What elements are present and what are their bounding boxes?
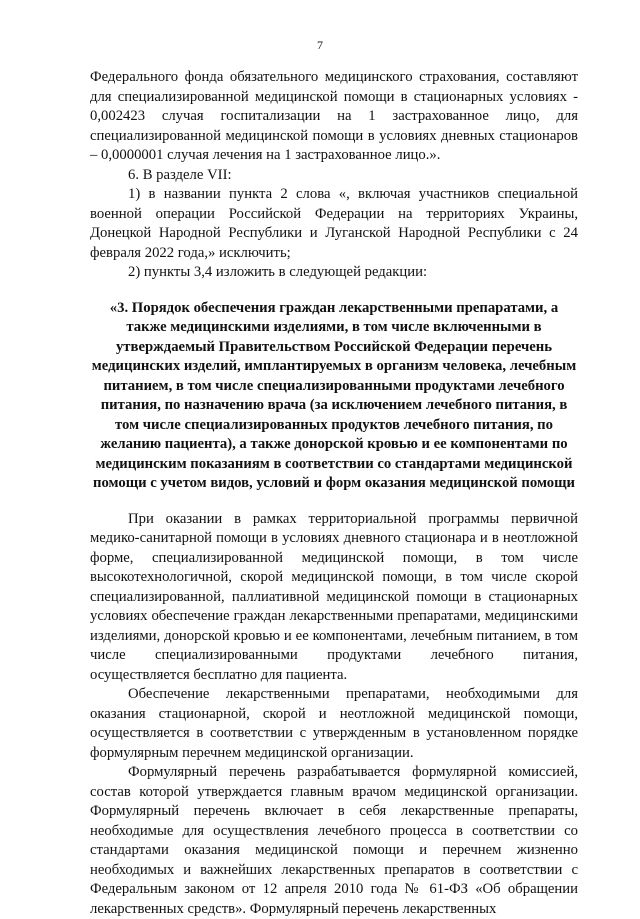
paragraph-item-2: 2) пункты 3,4 изложить в следующей редакции: xyxy=(128,264,428,280)
paragraph-formulary-list: Формулярный перечень разрабатывается формулярной комиссией, состав которой утверждается главным врачом медицинской организации. Формулярный перечень включает в себя лекарственные препараты, необходимые для осуществления лечебного процесса в соответствии со стандартами оказания медицинской помощи и перечнем жизненно необходимых и важнейших лекарственных препаратов в соответствии с Федеральным законом от 12 апреля 2010 года № 61-ФЗ «Об обращении лекарственных средств». Формулярный перечень лекарственных xyxy=(90,764,578,917)
paragraph-provision: При оказании в рамках территориальной программы первичной медико-санитарной помощи в условиях дневного стационара и в неотложной форме, специализированной медицинской помощи, в том числе высокотехнологичной, скорой медицинской помощи, в том числе скорой специализированной, паллиативной медицинской помощи в стационарных условиях обеспечение граждан лекарственными препаратами, медицинскими изделиями, донорской кровью и ее компонентами, лечебным питанием, в том числе специализированными продуктами лечебного питания, осуществляется бесплатно для пациента. xyxy=(90,510,578,683)
paragraph-continuation: Федерального фонда обязательного медицинского страхования, составляют для специализированной медицинской помощи в стационарных условиях - 0,002423 случая госпитализации на 1 застрахованное лицо, для специализированной медицинской помощи в условиях дневных стационаров – 0,0000001 случая лечения на 1 застрахованное лицо.». xyxy=(90,69,578,163)
paragraph-section-vii: 6. В разделе VII: xyxy=(128,166,232,183)
paragraph-formulary-supply: Обеспечение лекарственными препаратами, необходимыми для оказания стационарной, скорой и неотложной медицинской помощи, осуществляется в соответствии с утвержденным в установленном порядке формулярным перечнем медицинской организации. xyxy=(90,686,578,761)
paragraph-item-1: 1) в названии пункта 2 слова «, включая участников специальной военной операции Российской Федерации на территориях Украины, Донецкой Народной Республики и Луганской Народной Республики с 24 февраля 2022 года,» исключить; xyxy=(90,186,578,261)
page-number: 7 xyxy=(317,38,323,52)
section-heading: «3. Порядок обеспечения граждан лекарственными препаратами, а также медицинскими изделиями, в том числе включенными в утверждаемый Правительством Российской Федерации перечень медицинских изделий, имплантируемых в организм человека, лечебным питанием, в том числе специализированными продуктами лечебного питания, по назначению врача (за исключением лечебного питания, в том числе специализированных продуктов лечебного питания, по желанию пациента), а также донорской кровью и ее компонентами по медицинским показаниям в соответствии со стандартами медицинской помощи с учетом видов, условий и форм оказания медицинской помощи xyxy=(91,299,577,491)
document-body xyxy=(90,68,578,919)
